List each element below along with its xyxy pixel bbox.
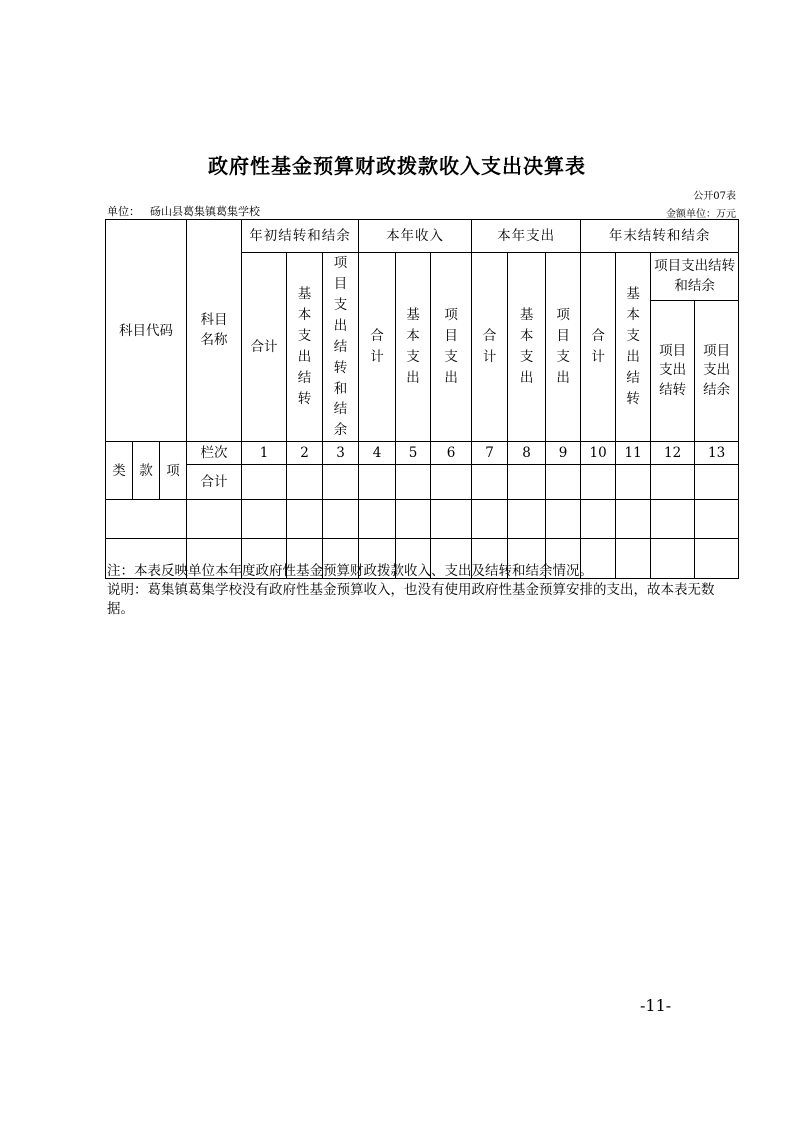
note-text: 注：本表反映单位本年度政府性基金预算财政拨款收入、支出及结转和结余情况。 [107,563,593,579]
amount-unit: 金额单位：万元 [666,209,736,220]
table-cell [581,465,616,500]
col-number: 8 [508,442,546,465]
table-cell [287,500,323,539]
form-number: 公开07表 [693,191,736,202]
table-cell [616,465,651,500]
table-cell [546,465,581,500]
table-cell [359,465,396,500]
group-end-header: 年末结转和结余 [581,220,739,253]
table-cell [396,500,431,539]
group-begin-header: 年初结转和结余 [242,220,359,253]
table-cell [581,500,616,539]
begin-basic-carry-header: 基本支出结转 [287,253,323,442]
table-cell [287,465,323,500]
table-cell [431,500,472,539]
unit-line [107,203,260,219]
col-number: 1 [242,442,287,465]
table-cell [431,465,472,500]
col-number: 5 [396,442,431,465]
income-basic-header: 基本支出 [396,253,431,442]
table-cell [508,500,546,539]
class-header: 类 [106,442,133,500]
end-total-header: 合计 [581,253,616,442]
income-project-header: 项目支出 [431,253,472,442]
table-cell [323,500,359,539]
unit-value: 砀山县葛集镇葛集学校 [150,205,260,218]
table-cell [396,465,431,500]
page-number: -11- [640,996,672,1015]
table-cell [546,500,581,539]
table-cell [695,500,739,539]
end-project-group-header: 项目支出结转和结余 [651,253,739,301]
end-project-carry-header: 项目支出结转 [651,300,695,441]
table-cell [616,500,651,539]
income-total-header: 合计 [359,253,396,442]
col-number: 13 [695,442,739,465]
expense-total-header: 合计 [472,253,508,442]
begin-total-header: 合计 [242,253,287,442]
expense-project-header: 项目支出 [546,253,581,442]
col-number: 2 [287,442,323,465]
table-row [106,500,739,539]
col-number: 10 [581,442,616,465]
group-expense-header: 本年支出 [472,220,581,253]
explanation-text: 说明：葛集镇葛集学校没有政府性基金预算收入，也没有使用政府性基金预算安排的支出，故本表无数据。 [107,582,715,617]
col-number: 11 [616,442,651,465]
col-number: 7 [472,442,508,465]
group-income-header: 本年收入 [359,220,472,253]
col-number: 6 [431,442,472,465]
table-cell [472,465,508,500]
col-index-label: 栏次 [187,442,242,465]
expense-basic-header: 基本支出 [508,253,546,442]
subject-name-header [187,220,242,442]
table-cell [187,500,242,539]
section-header: 款 [133,442,160,500]
table-cell [472,500,508,539]
end-basic-carry-header: 基本支出结转 [616,253,651,442]
table-cell [106,500,187,539]
unit-label: 单位： [107,205,140,218]
total-row-label: 合计 [187,465,242,500]
begin-project-carry-balance-header: 项目支出结转和结余 [323,253,359,442]
table-cell [695,465,739,500]
table-cell [508,465,546,500]
col-number: 4 [359,442,396,465]
table-cell [323,465,359,500]
table-cell [242,465,287,500]
table-cell [651,500,695,539]
col-number: 9 [546,442,581,465]
budget-table [105,219,739,579]
notes [107,562,737,619]
table-cell [359,500,396,539]
subject-code-header: 科目代码 [106,220,187,442]
col-number: 12 [651,442,695,465]
table-cell [242,500,287,539]
end-project-balance-header: 项目支出结余 [695,300,739,441]
page-title: 政府性基金预算财政拨款收入支出决算表 [208,154,586,178]
subject-name-text: 科目名称 [200,312,228,348]
table-cell [651,465,695,500]
item-header: 项 [160,442,187,500]
col-number: 3 [323,442,359,465]
